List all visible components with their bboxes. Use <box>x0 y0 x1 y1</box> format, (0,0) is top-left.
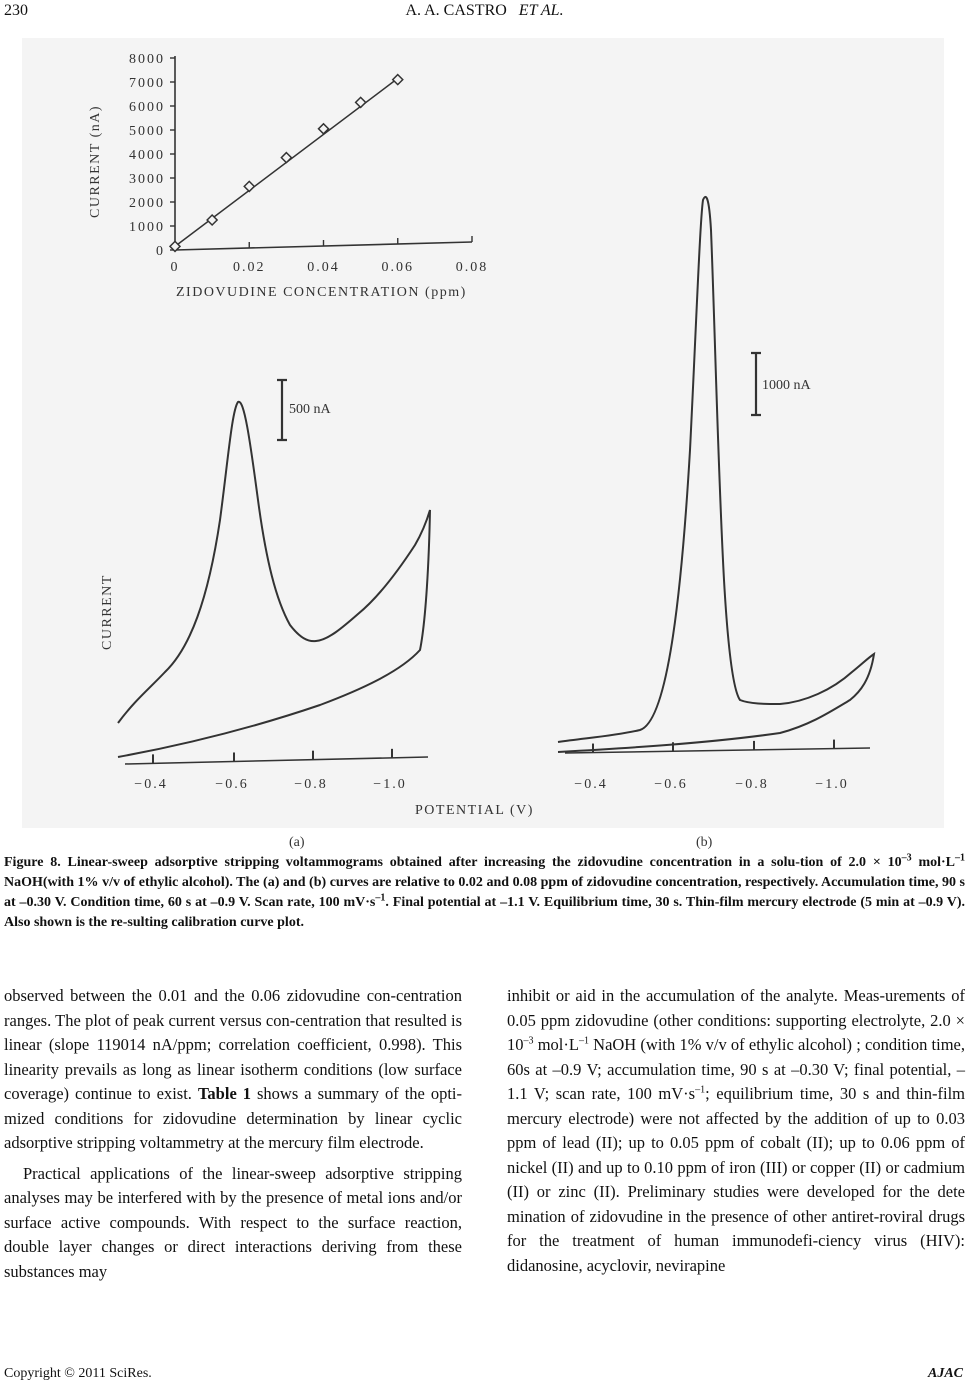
calibration-x-tick-label: 0.06 <box>381 260 414 275</box>
panel-a-label: (a) <box>289 835 305 850</box>
superscript: –1 <box>695 1084 706 1096</box>
calibration-x-label: ZIDOVUDINE CONCENTRATION (ppm) <box>176 285 467 300</box>
potential-tick-label: −0.8 <box>294 777 328 792</box>
calibration-y-tick-label: 7000 <box>129 76 165 91</box>
page-number: 230 <box>4 2 28 19</box>
right-paragraph-1 <box>507 984 965 1278</box>
calibration-y-label: CURRENT (nA) <box>88 104 103 218</box>
potential-tick-label: −0.4 <box>134 777 168 792</box>
calibration-y-tick-label: 1000 <box>129 220 165 235</box>
voltammogram-b-scale-label: 1000 nA <box>762 378 811 393</box>
calibration-x-tick-label: 0.02 <box>233 260 266 275</box>
caption-text: mol·L <box>911 855 956 870</box>
potential-tick-label: −0.8 <box>735 777 769 792</box>
calibration-y-tick-label: 6000 <box>129 100 165 115</box>
caption-sup: –1 <box>955 852 966 864</box>
calibration-y-tick-label: 8000 <box>129 52 165 67</box>
paragraph-text: ; equilibrium time, 30 s and thin-film mercury electrode) were not affected by the addition of up to 0.03 ppm of lead (II); up to 0.05 ppm of cobalt (II); up to 0.06 ppm of nickel (II) and up to 0.10 ppm of iron (III) or copper (II) or cadmium (II) or zinc (II). Preliminary studies were developed for the dete mination of zidovudine in the presence of other antiret-roviral drugs for the treatment of human immunodefi-ciency virus (HIV): didanosine, acyclovir, nevirapine <box>507 1084 966 1275</box>
potential-tick-label: −0.4 <box>574 777 608 792</box>
calibration-y-tick-label: 5000 <box>129 124 165 139</box>
superscript: –1 <box>578 1035 589 1047</box>
calibration-y-tick-label: 3000 <box>129 172 165 187</box>
paragraph-text: shows a summary of the opti-mized conditions for zidovudine determination by linear cyclic adsorptive stripping voltammetry at the mercury film electrode. <box>4 1084 463 1152</box>
calibration-y-tick-label: 2000 <box>129 196 165 211</box>
figure-caption <box>4 853 965 933</box>
table-reference: Table 1 <box>197 1084 252 1103</box>
caption-text: NaOH(with 1% v/v of ethylic alcohol). The (a) and (b) curves are relative to 0.02 and 0.08 ppm of zidovudine concentration, respectively. Accumulation time, 90 s at –0.30 V. Condition time, 60 s at –0.9 V. Scan rate, 100 mV·s <box>4 875 965 910</box>
superscript: –3 <box>523 1035 534 1047</box>
caption-text: . Final potential at –1.1 V. Equilibrium time, 30 s. Thin-film mercury electrode (5 min at –0.9 V). Also shown is the re-sulting calibration curve plot. <box>4 895 966 930</box>
voltammogram-y-label: CURRENT <box>100 574 115 650</box>
caption-text: Linear-sweep adsorptive stripping voltammograms obtained after increasing the zidovudine concentration in a solu-tion of 2.0 × 10 <box>60 855 902 870</box>
caption-sup: –1 <box>375 892 386 904</box>
paragraph-text: NaOH (with 1% v/v of ethylic alcohol) ; condition time, 60s at –0.9 V; accumulation time, 90 s at –0.30 V; final potential, –1.1 V; scan rate, 100 mV·s <box>507 1035 966 1103</box>
right-column <box>507 984 965 1278</box>
caption-sup: –3 <box>901 852 912 864</box>
caption-label: Figure 8. <box>4 855 61 870</box>
footer-journal: AJAC <box>927 1366 963 1381</box>
calibration-y-tick-label: 4000 <box>129 148 165 163</box>
potential-tick-label: −1.0 <box>815 777 849 792</box>
running-title-authors: A. A. CASTRO <box>405 2 507 19</box>
calibration-x-tick-label: 0 <box>170 260 180 275</box>
footer-copyright: Copyright © 2011 SciRes. <box>4 1366 152 1381</box>
paragraph-text: observed between the 0.01 and the 0.06 zidovudine con-centration ranges. The plot of peak current versus con-centration that resulted is linear (slope 119014 nA/ppm; correlation coefficient, 0.998). This linearity prevails as long as linear isotherm conditions (low surface coverage) continue to exist. <box>4 986 462 1103</box>
calibration-y-tick-label: 0 <box>156 244 165 259</box>
paragraph-text: inhibit or aid in the accumulation of the analyte. Meas-urements of 0.05 ppm zidovudine (other conditions: supporting electrolyte, 2.0 × 10 <box>507 986 965 1054</box>
left-column <box>4 984 462 1284</box>
left-paragraph-1 <box>4 984 462 1156</box>
voltammogram-a-scale-label: 500 nA <box>289 402 331 417</box>
voltammogram-x-label: POTENTIAL (V) <box>415 803 534 818</box>
paragraph-text: mol·L <box>533 1035 579 1054</box>
potential-tick-label: −1.0 <box>373 777 407 792</box>
panel-b-label: (b) <box>696 835 713 850</box>
running-title-etal: ET AL. <box>518 2 564 19</box>
calibration-x-tick-label: 0.08 <box>455 260 489 275</box>
left-paragraph-2: Practical applications of the linear-sweep adsorptive stripping analyses may be interfered with by the presence of metal ions and/or surface active compounds. With respect to the surface reaction, double layer changes or direct interactions deriving from these substances may <box>4 1163 462 1281</box>
potential-tick-label: −0.6 <box>215 777 249 792</box>
potential-tick-label: −0.6 <box>654 777 688 792</box>
calibration-x-tick-label: 0.04 <box>307 260 340 275</box>
